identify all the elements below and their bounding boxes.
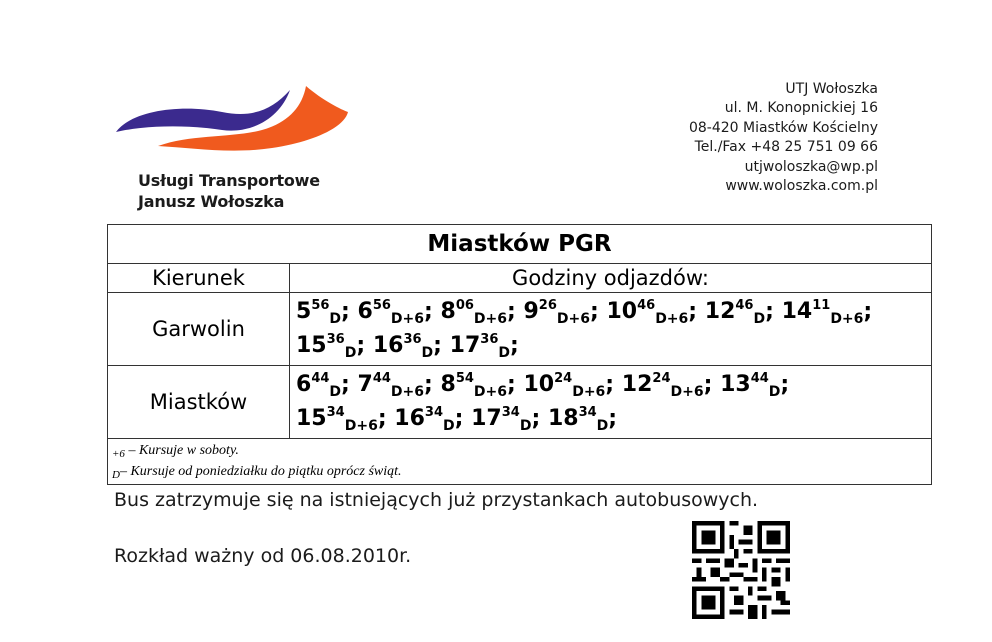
legend-text: – Kursuje od poniedziałku do piątku oprócz świąt.: [119, 464, 402, 479]
departure-minute: 36: [326, 332, 345, 347]
departure-symbol: D: [421, 345, 434, 361]
departure-minute: 56: [311, 298, 330, 313]
departure-minute: 24: [554, 371, 573, 386]
departure-hour: 10: [523, 372, 555, 397]
departure-minute: 34: [578, 405, 597, 420]
departure-time: $12^{46}_D$;: [704, 298, 774, 327]
company-name-line1: Usługi Transportowe: [138, 171, 320, 190]
contact-street: ul. M. Konopnickiej 16: [724, 100, 878, 117]
route-direction: Garwolin: [108, 293, 290, 366]
departure-time: $6^{56}_{D+6}$;: [357, 298, 433, 327]
departure-symbol: D: [596, 418, 609, 434]
departure-symbol: D+6: [670, 384, 704, 400]
departure-hour: 8: [440, 372, 456, 397]
departure-hour: 16: [372, 333, 404, 358]
legend-mark: +6: [112, 448, 125, 460]
departure-minute: 46: [735, 298, 754, 313]
departure-minute: 36: [480, 332, 499, 347]
departure-hour: 18: [547, 406, 579, 431]
departure-time: $8^{54}_{D+6}$;: [440, 371, 516, 400]
departure-symbol: D+6: [344, 418, 378, 434]
departure-hour: 6: [357, 299, 373, 324]
departure-hour: 17: [471, 406, 502, 431]
departure-hour: 7: [357, 372, 373, 397]
contact-email[interactable]: utjwoloszka@wp.pl: [744, 158, 878, 175]
route-direction: Miastków: [108, 366, 290, 439]
departure-minute: 06: [455, 298, 474, 313]
departure-hour: 15: [296, 406, 327, 431]
departure-symbol: D+6: [473, 384, 507, 400]
legend-note: [112, 442, 927, 463]
departure-time: $17^{36}_D$;: [449, 332, 519, 361]
contact-block: [689, 80, 878, 196]
departure-symbol: D+6: [390, 384, 425, 400]
departure-minute: 56: [372, 298, 391, 313]
departure-minute: 36: [403, 332, 422, 347]
departure-hour: 16: [394, 406, 425, 431]
times-line: [296, 295, 931, 329]
departure-hour: 9: [523, 299, 539, 324]
route-times: [290, 293, 932, 366]
route-row: [108, 366, 932, 439]
departure-hour: 12: [621, 372, 653, 397]
departure-minute: 34: [424, 405, 444, 420]
departure-symbol: D: [344, 345, 357, 361]
departure-time: $13^{44}_D$;: [720, 371, 790, 400]
departure-minute: 26: [538, 298, 557, 313]
departure-minute: 44: [311, 371, 330, 386]
departure-symbol: D: [519, 418, 532, 434]
times-line: [296, 329, 931, 363]
departure-symbol: D: [329, 311, 342, 327]
departure-hour: 14: [781, 299, 813, 324]
departure-time: $7^{44}_{D+6}$;: [357, 371, 433, 400]
departure-hour: 12: [704, 299, 736, 324]
departure-hour: 17: [449, 333, 481, 358]
departure-time: $14^{11}_{D+6}$;: [781, 298, 873, 327]
departure-symbol: D+6: [473, 311, 507, 327]
departure-hour: 10: [606, 299, 638, 324]
legend-text: – Kursuje w soboty.: [124, 443, 239, 458]
departure-minute: 54: [455, 371, 474, 386]
departure-time: $18^{34}_D$;: [547, 405, 618, 434]
times-line: [296, 368, 931, 402]
departure-minute: 44: [372, 371, 391, 386]
route-row: [108, 293, 932, 366]
departure-time: $12^{24}_{D+6}$;: [621, 371, 713, 400]
qr-code-icon: [692, 521, 790, 619]
departure-time: $9^{26}_{D+6}$;: [523, 298, 599, 327]
departure-hour: 6: [296, 372, 312, 397]
departure-time: $5^{56}_D$;: [296, 298, 350, 327]
departure-symbol: D+6: [556, 311, 590, 327]
departure-time: $10^{46}_{D+6}$;: [606, 298, 698, 327]
departure-symbol: D: [768, 384, 781, 400]
timetable: [107, 224, 932, 485]
route-times: [290, 366, 932, 439]
contact-company: UTJ Wołoszka: [785, 81, 878, 97]
header-direction: Kierunek: [108, 264, 290, 293]
departure-time: $8^{06}_{D+6}$;: [440, 298, 516, 327]
departure-symbol: D: [443, 418, 455, 434]
departure-time: $10^{24}_{D+6}$;: [523, 371, 615, 400]
departure-time: $17^{34}_D$;: [471, 405, 541, 434]
company-logo: [112, 78, 352, 218]
departure-symbol: D+6: [390, 311, 425, 327]
timetable-title: Miastków PGR: [108, 225, 932, 264]
departure-time: $16^{34}_D$;: [394, 405, 464, 434]
departure-time: $6^{44}_D$;: [296, 371, 350, 400]
departure-minute: 34: [326, 405, 345, 420]
departure-time: $15^{36}_D$;: [296, 332, 366, 361]
departure-symbol: D: [498, 345, 510, 361]
departure-hour: 5: [296, 299, 312, 324]
legend-mark: D: [112, 469, 120, 481]
departure-hour: 13: [720, 372, 751, 397]
legend-notes: [108, 439, 932, 485]
swoosh-logo-graphic: [112, 78, 352, 170]
departure-minute: 44: [750, 371, 769, 386]
departure-symbol: D: [753, 311, 766, 327]
contact-phone: Tel./Fax +48 25 751 09 66: [694, 139, 878, 156]
times-line: [296, 402, 931, 436]
departure-minute: 46: [637, 298, 656, 313]
legend-note: [112, 463, 927, 484]
departure-minute: 24: [652, 371, 671, 386]
contact-city: 08-420 Miastków Kościelny: [688, 119, 878, 136]
departure-time: $16^{36}_D$;: [372, 332, 442, 361]
departure-minute: 34: [501, 405, 520, 420]
departure-symbol: D+6: [572, 384, 606, 400]
departure-symbol: D+6: [655, 311, 689, 327]
stops-info: Bus zatrzymuje się na istniejących już przystankach autobusowych.: [114, 489, 759, 511]
company-name-line2: Janusz Wołoszka: [138, 192, 285, 211]
departure-hour: 15: [296, 333, 327, 358]
departure-minute: 11: [812, 298, 831, 313]
contact-website[interactable]: www.woloszka.com.pl: [725, 178, 878, 195]
departure-hour: 8: [440, 299, 456, 324]
validity-info: Rozkład ważny od 06.08.2010r.: [114, 545, 412, 567]
departure-symbol: D: [329, 384, 342, 400]
company-name: [138, 170, 320, 212]
departure-time: $15^{34}_{D+6}$;: [296, 405, 387, 434]
header-times: Godziny odjazdów:: [290, 264, 932, 293]
departure-symbol: D+6: [830, 311, 864, 327]
